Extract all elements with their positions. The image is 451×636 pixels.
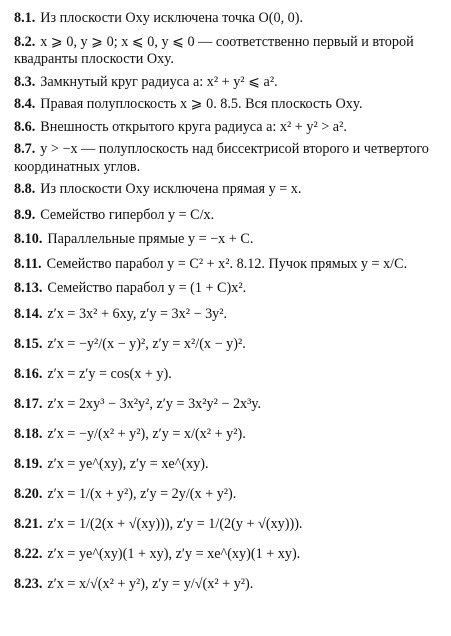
answer-text: Правая полуплоскость x ⩾ 0. 8.5. Вся плоскость Oxy. [40, 96, 363, 112]
answer-number: 8.13. [14, 280, 43, 296]
answer-8-23 [14, 573, 443, 595]
answer-number: 8.15. [14, 335, 43, 352]
answer-text: Из плоскости Oxy исключена точка O(0, 0). [40, 10, 304, 26]
answer-text: Семейство гипербол y = C/x. [40, 206, 215, 223]
answer-number: 8.16. [14, 365, 43, 382]
answer-number: 8.8. [14, 181, 36, 197]
answer-text: Семейство парабол y = (1 + C)x². [47, 280, 247, 296]
answer-text: Из плоскости Oxy исключена прямая y = x. [40, 181, 302, 197]
answer-8-1 [14, 10, 443, 28]
answer-text: Параллельные прямые y = −x + C. [47, 230, 254, 247]
answer-text: z′x = 2xy³ − 3x²y², z′y = 3x²y² − 2x³y. [47, 395, 262, 412]
answer-8-15 [14, 333, 443, 355]
answer-number: 8.21. [14, 515, 43, 532]
answer-text: Семейство парабол y = C² + x². 8.12. Пучок прямых y = x/C. [46, 256, 408, 272]
answer-8-21 [14, 513, 443, 535]
answer-text: z′x = 3x² + 6xy, z′y = 3x² − 3y². [47, 305, 228, 322]
answer-8-7 [14, 141, 443, 176]
answer-8-11 [14, 253, 443, 275]
answer-8-8 [14, 181, 443, 199]
answer-number: 8.1. [14, 10, 36, 26]
answer-text: z′x = ye^(xy), z′y = xe^(xy). [47, 455, 209, 472]
answer-8-22 [14, 543, 443, 565]
answer-number: 8.6. [14, 118, 36, 135]
answer-text: z′x = ye^(xy)(1 + xy), z′y = xe^(xy)(1 + xy). [47, 545, 301, 562]
answer-8-14 [14, 303, 443, 325]
answer-number: 8.10. [14, 230, 43, 247]
answer-text: z′x = 1/(2(x + √(xy))), z′y = 1/(2(y + √(xy))). [47, 515, 303, 532]
answer-text: z′x = z′y = cos(x + y). [47, 365, 172, 382]
answer-number: 8.22. [14, 545, 43, 562]
answer-8-9 [14, 204, 443, 226]
answer-number: 8.4. [14, 96, 36, 112]
answer-number: 8.23. [14, 575, 43, 592]
answer-number: 8.2. [14, 33, 36, 50]
answer-number: 8.7. [14, 141, 36, 157]
answer-8-17 [14, 393, 443, 415]
answer-number: 8.17. [14, 395, 43, 412]
answer-number: 8.20. [14, 485, 43, 502]
answer-8-3 [14, 74, 443, 92]
answer-number: 8.18. [14, 425, 43, 442]
answer-text: x ⩾ 0, y ⩾ 0; x ⩽ 0, y ⩽ 0 — соответственно первый и второй квадранты плоскости Oxy. [14, 33, 414, 67]
answer-text: z′x = 1/(x + y²), z′y = 2y/(x + y²). [47, 485, 237, 502]
answer-text: Замкнутый круг радиуса a: x² + y² ⩽ a². [40, 73, 278, 90]
answer-number: 8.3. [14, 73, 36, 90]
answer-text: z′x = −y²/(x − y)², z′y = x²/(x − y)². [47, 335, 246, 352]
answer-8-10 [14, 231, 443, 249]
answer-8-18 [14, 423, 443, 445]
answer-number: 8.19. [14, 455, 43, 472]
answer-8-4 [14, 96, 443, 114]
answer-text: z′x = x/√(x² + y²), z′y = y/√(x² + y²). [47, 575, 254, 592]
answer-number: 8.11. [14, 256, 42, 272]
answer-8-6 [14, 119, 443, 137]
answer-8-20 [14, 483, 443, 505]
answer-8-2 [14, 34, 443, 69]
answer-number: 8.9. [14, 206, 36, 223]
answer-text: z′x = −y/(x² + y²), z′y = x/(x² + y²). [47, 425, 246, 442]
answer-text: y > −x — полуплоскость над биссектрисой второго и четвертого координатных углов. [14, 141, 429, 175]
answer-text: Внешность открытого круга радиуса a: x² + y² > a². [40, 118, 347, 135]
answer-8-13 [14, 280, 443, 298]
answer-8-16 [14, 363, 443, 385]
answer-number: 8.14. [14, 305, 43, 322]
answer-8-19 [14, 453, 443, 475]
